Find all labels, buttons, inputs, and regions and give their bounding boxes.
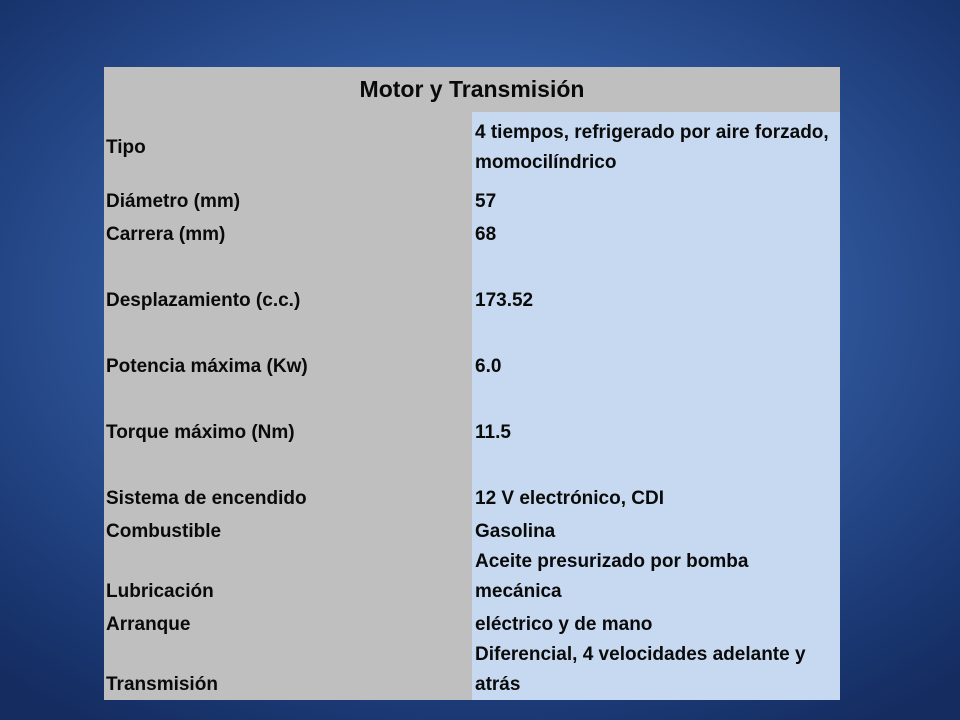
row-value-encendido: 12 V electrónico, CDI: [472, 448, 840, 514]
table-row: [104, 217, 840, 250]
row-value-potencia: 6.0: [472, 316, 840, 382]
table-header-row: [104, 67, 840, 112]
row-label-combustible: Combustible: [104, 514, 472, 547]
row-value-transmision: Diferencial, 4 velocidades adelante y atrás: [472, 640, 840, 700]
table-row: [104, 640, 840, 700]
row-value-carrera: 68: [472, 217, 840, 250]
table-row: [104, 382, 840, 448]
table-row: [104, 184, 840, 217]
table-row: [104, 547, 840, 607]
spec-table: [104, 67, 840, 700]
table-row: [104, 250, 840, 316]
row-label-tipo: Tipo: [104, 112, 472, 184]
row-value-desplazamiento: 173.52: [472, 250, 840, 316]
table-row: [104, 316, 840, 382]
row-value-lubricacion: Aceite presurizado por bomba mecánica: [472, 547, 840, 607]
row-label-encendido: Sistema de encendido: [104, 448, 472, 514]
row-label-transmision: Transmisión: [104, 640, 472, 700]
row-value-torque: 11.5: [472, 382, 840, 448]
row-label-lubricacion: Lubricación: [104, 547, 472, 607]
table-title: Motor y Transmisión: [104, 67, 840, 112]
table-row: [104, 448, 840, 514]
row-label-torque: Torque máximo (Nm): [104, 382, 472, 448]
row-value-diametro: 57: [472, 184, 840, 217]
row-label-arranque: Arranque: [104, 607, 472, 640]
table-row: [104, 514, 840, 547]
row-value-arranque: eléctrico y de mano: [472, 607, 840, 640]
table-row: [104, 112, 840, 184]
row-label-potencia: Potencia máxima (Kw): [104, 316, 472, 382]
row-value-combustible: Gasolina: [472, 514, 840, 547]
table-row: [104, 607, 840, 640]
row-label-diametro: Diámetro (mm): [104, 184, 472, 217]
row-label-desplazamiento: Desplazamiento (c.c.): [104, 250, 472, 316]
row-label-carrera: Carrera (mm): [104, 217, 472, 250]
row-value-tipo: 4 tiempos, refrigerado por aire forzado, momocilíndrico: [472, 112, 840, 184]
